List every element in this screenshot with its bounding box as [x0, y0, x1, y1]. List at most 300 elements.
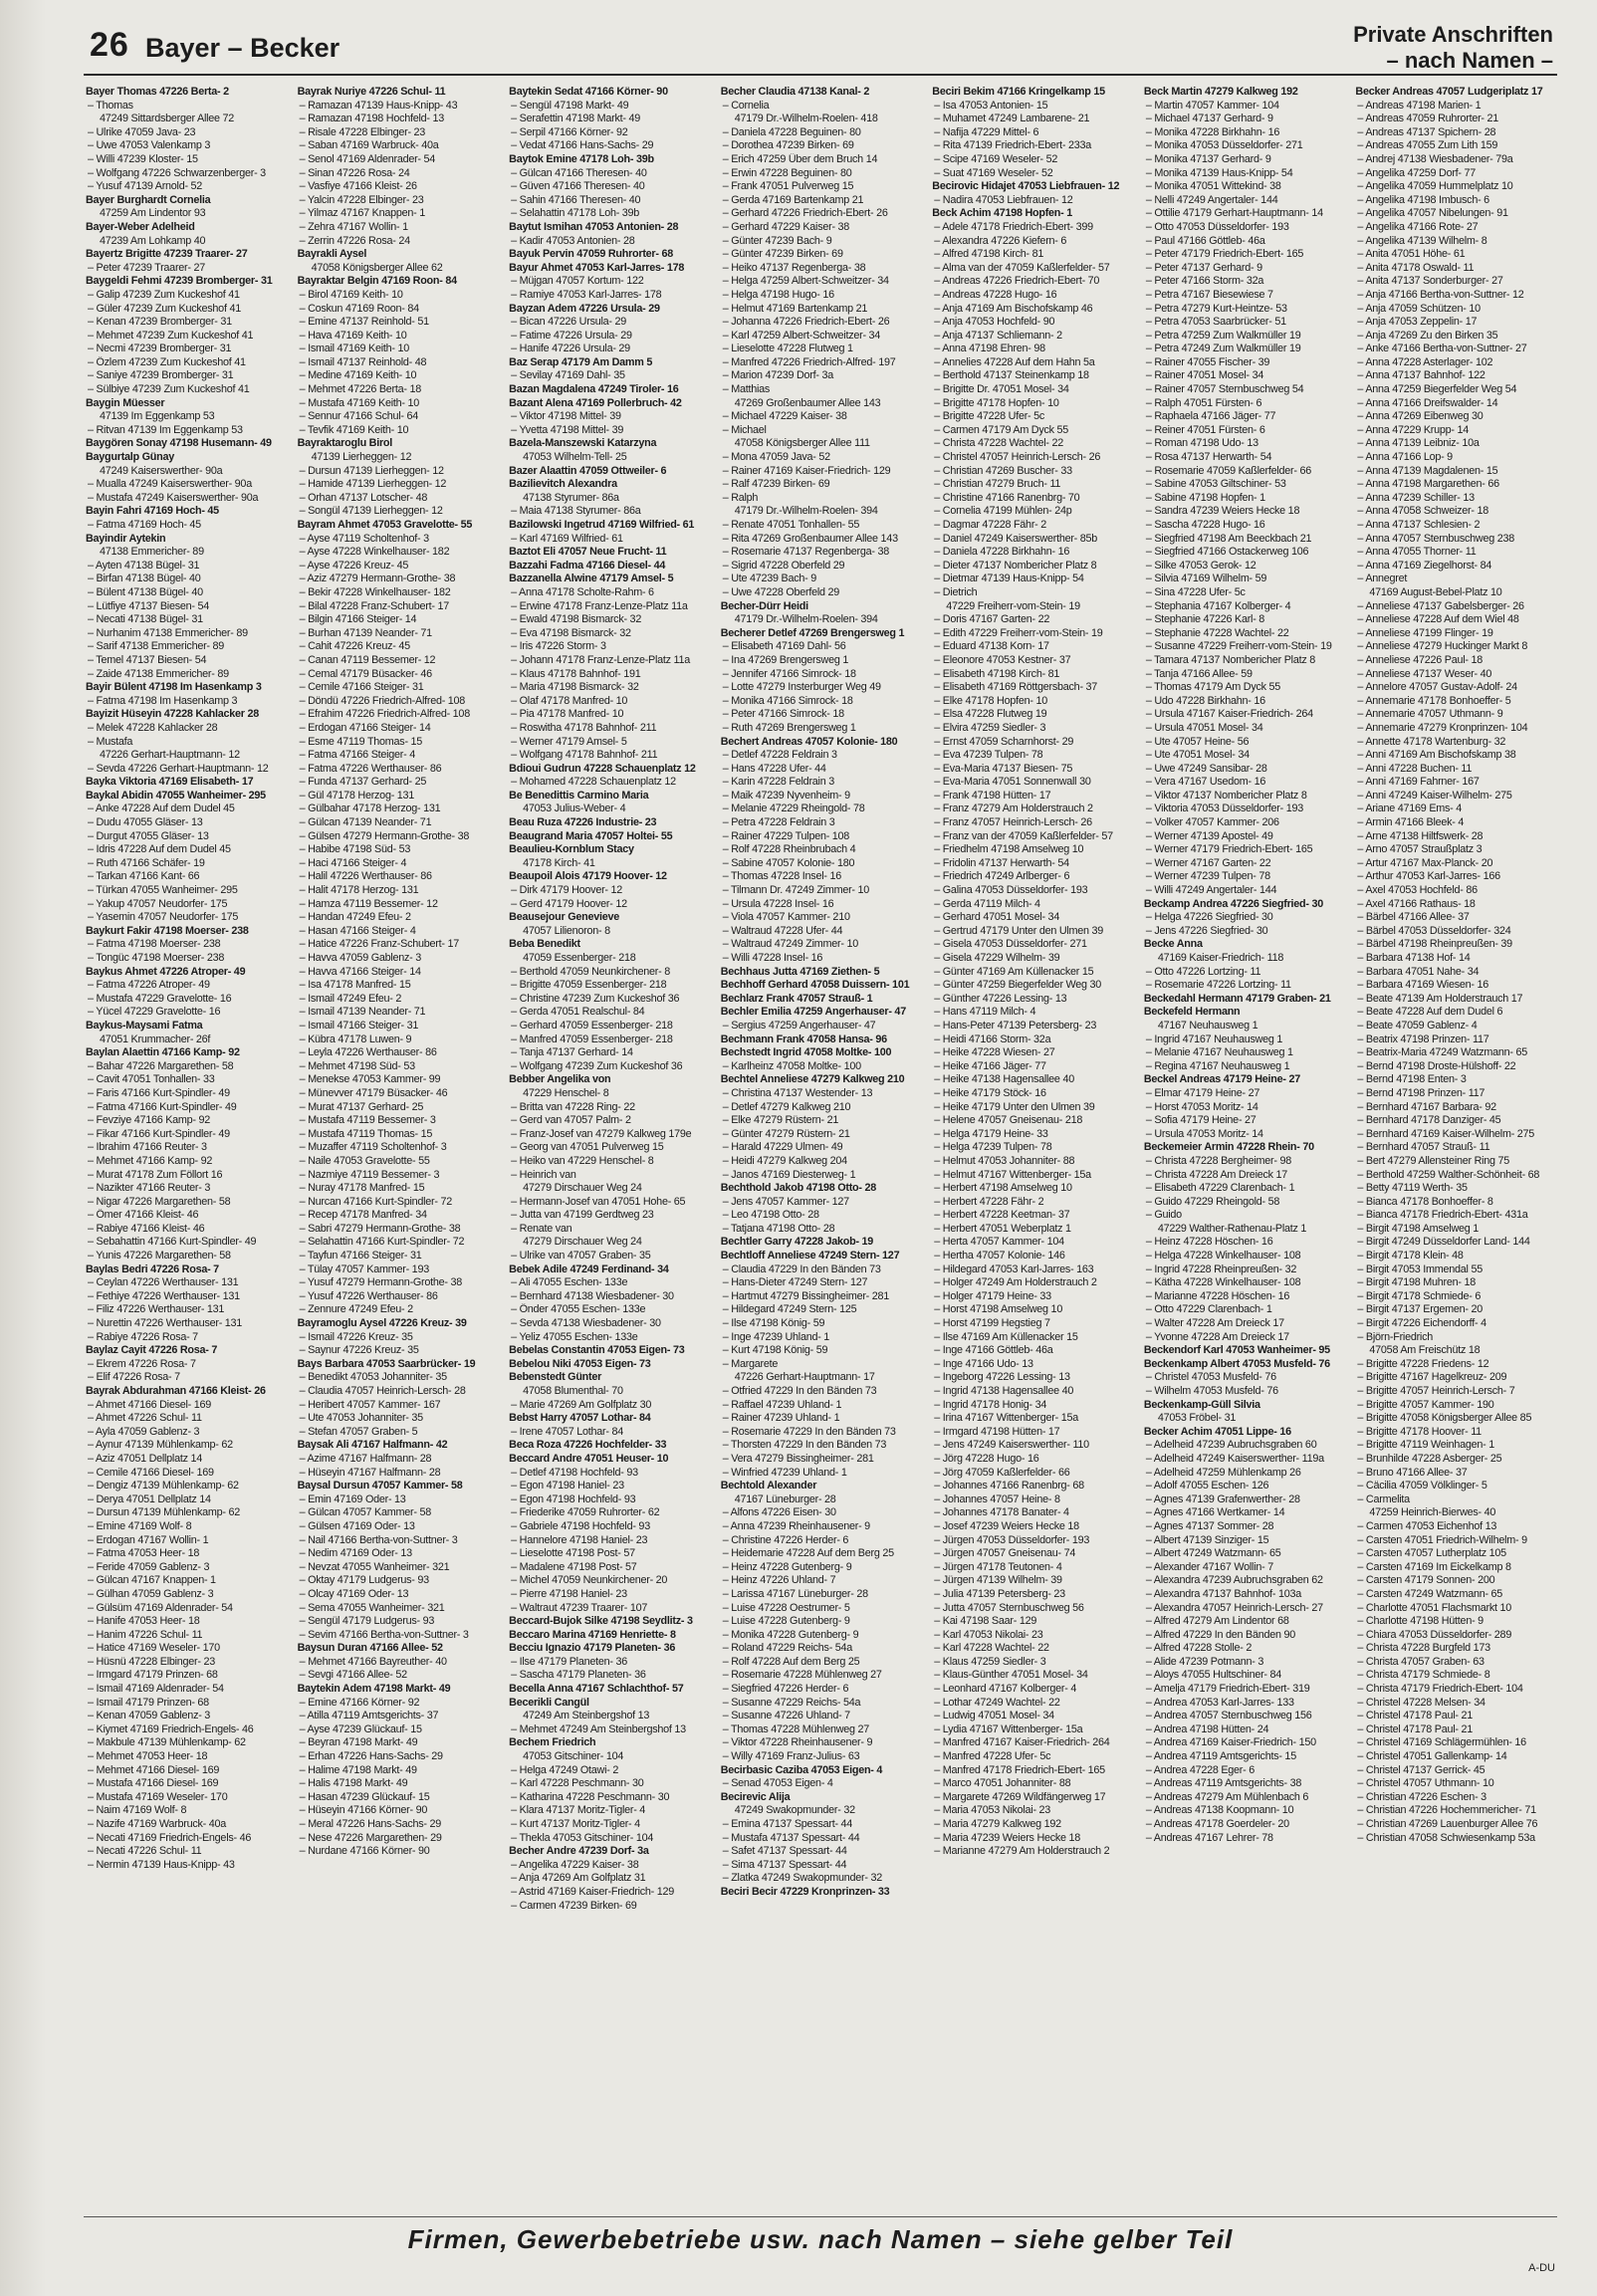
directory-entry: – Christina 47137 Westender- 13 — [722, 1086, 873, 1099]
directory-entry: – Michael 47229 Kaiser- 38 — [722, 410, 847, 423]
directory-entry: – Mehmet 47166 Bayreuther- 40 — [299, 1655, 447, 1668]
directory-entry: – Marion 47239 Dorf- 3a — [722, 369, 833, 382]
directory-entry: – Haci 47166 Steiger- 4 — [299, 856, 407, 869]
directory-entry: – Annemarie 47178 Bonhoeffer- 5 — [1357, 694, 1511, 707]
directory-entry: 47051 Krummacher- 26f — [100, 1033, 211, 1045]
directory-entry: – Armin 47166 Bleek- 4 — [1357, 816, 1465, 829]
directory-entry: – Rosemarie 47137 Regenberga- 38 — [722, 546, 889, 559]
directory-entry: – Ramazan 47139 Haus-Knipp- 43 — [299, 99, 458, 112]
directory-entry: – Mehmet 47166 Diesel- 169 — [88, 1763, 220, 1776]
directory-entry: Becciu Ignazio 47179 Planeten- 36 — [509, 1642, 676, 1655]
directory-entry: – Hatice 47226 Franz-Schubert- 17 — [299, 938, 459, 951]
directory-entry: – Heribert 47057 Kammer- 167 — [299, 1398, 441, 1411]
directory-entry: – Thomas 47179 Am Dyck 55 — [1145, 681, 1281, 694]
directory-entry: – Barbara 47169 Wiesen- 16 — [1357, 979, 1488, 992]
directory-entry: – Mehmet 47249 Am Steinbergshof 13 — [511, 1722, 686, 1735]
directory-entry: Beckedahl Hermann 47179 Graben- 21 — [1143, 992, 1331, 1005]
directory-entry: Bazzahi Fadma 47166 Diesel- 44 — [509, 559, 666, 572]
directory-entry: – Michel 47059 Neunkirchener- 20 — [511, 1574, 668, 1587]
directory-entry: 47259 Heinrich-Bierwes- 40 — [1369, 1506, 1496, 1519]
directory-entry: – Rainer 47057 Sternbuschweg 54 — [1145, 383, 1304, 396]
directory-entry: – Zehra 47167 Wollin- 1 — [299, 220, 408, 233]
directory-entry: – Ismail 47137 Reinhold- 48 — [299, 355, 427, 368]
directory-entry: – Bianca 47178 Bonhoeffer- 8 — [1357, 1195, 1493, 1208]
directory-entry: – Hartmut 47279 Bissingheimer- 281 — [722, 1289, 890, 1302]
directory-entry: – Melanie 47229 Rheingold- 78 — [722, 803, 865, 815]
directory-entry: – Franz-Josef van 47279 Kalkweg 179e — [511, 1127, 692, 1140]
directory-entry: – Margarete — [722, 1357, 779, 1370]
directory-entry: – Olcay 47169 Oder- 13 — [299, 1587, 409, 1600]
directory-entry: – Anita 47178 Oswald- 11 — [1357, 261, 1475, 274]
directory-entry: – Anna 47166 Lop- 9 — [1357, 451, 1453, 464]
directory-entry: Baykus-Maysami Fatma — [86, 1019, 203, 1032]
directory-entry: Bechert Andreas 47057 Kolonie- 180 — [720, 735, 898, 748]
directory-entry: Bebber Angelika von — [509, 1073, 611, 1086]
directory-entry: – Helmut 47167 Wittenberger- 15a — [934, 1168, 1091, 1181]
directory-entry: – Frank 47198 Hütten- 17 — [934, 789, 1051, 802]
directory-entry: 47058 Königsberger Allee 62 — [311, 261, 443, 274]
directory-entry: 47226 Gerhart-Hauptmann- 17 — [734, 1371, 875, 1384]
directory-entry: – Franz 47279 Am Holderstrauch 2 — [934, 803, 1093, 815]
directory-entry: Bayrakli Aysel — [297, 248, 367, 261]
directory-entry: – Halis 47198 Markt- 49 — [299, 1777, 408, 1790]
directory-entry: Bazilievitch Alexandra — [509, 478, 617, 491]
directory-entry: – Alexandra 47239 Aubruchsgraben 62 — [1145, 1574, 1323, 1587]
directory-entry: – Helga 47259 Albert-Schweitzer- 34 — [722, 275, 889, 288]
directory-entry: – Wilhelm 47053 Musfeld- 76 — [1145, 1385, 1278, 1397]
directory-entry: 47169 Kaiser-Friedrich- 118 — [1157, 952, 1284, 964]
directory-entry: – Georg van 47051 Pulverweg 15 — [511, 1141, 664, 1154]
directory-entry: 47169 August-Bebel-Platz 10 — [1369, 585, 1502, 598]
directory-entry: – Sabri 47279 Hermann-Grothe- 38 — [299, 1222, 461, 1235]
directory-entry: – Naim 47169 Wolf- 8 — [88, 1804, 187, 1817]
directory-entry: – Hasan 47239 Glückauf- 15 — [299, 1790, 430, 1803]
directory-entry: – Muzaffer 47119 Scholtenhof- 3 — [299, 1141, 447, 1154]
directory-entry: – Helmut 47169 Bartenkamp 21 — [722, 302, 868, 315]
directory-entry: – Christian 47279 Bruch- 11 — [934, 478, 1061, 491]
directory-entry: – Heidi 47279 Kalkweg 204 — [722, 1154, 847, 1167]
directory-entry: – Andrea 47057 Sternbuschweg 156 — [1145, 1710, 1312, 1722]
directory-entry: 47279 Dirschauer Weg 24 — [523, 1236, 642, 1249]
directory-entry: – Sascha 47228 Hugo- 16 — [1145, 519, 1265, 531]
directory-entry: – Günter 47279 Rüstern- 21 — [722, 1127, 850, 1140]
directory-entry: – Charlotte 47051 Flachsmarkt 10 — [1357, 1601, 1512, 1614]
directory-entry: – Yusuf 47139 Arnold- 52 — [88, 180, 203, 193]
directory-entry: – Christian 47226 Hochemmericher- 71 — [1357, 1804, 1536, 1817]
directory-entry: – Fatma 47226 Atroper- 49 — [88, 979, 210, 992]
directory-entry: – Bernd 47198 Enten- 3 — [1357, 1073, 1467, 1086]
directory-entry: – Angelika 47166 Rote- 27 — [1357, 220, 1479, 233]
directory-entry: – Aloys 47055 Hultschiner- 84 — [1145, 1669, 1282, 1682]
directory-entry: – Mustafa 47249 Kaiserswerther- 90a — [88, 491, 259, 504]
directory-entry: – Arno 47057 Straußplatz 3 — [1357, 843, 1483, 856]
directory-entry: – Alma van der 47059 Kaßlerfelder- 57 — [934, 261, 1110, 274]
directory-entry: – Heike 47179 Unter den Ulmen 39 — [934, 1100, 1095, 1113]
directory-entry: – Brigitte 47228 Friedens- 12 — [1357, 1357, 1489, 1370]
directory-entry: Baykus Ahmet 47226 Atroper- 49 — [86, 965, 246, 978]
directory-entry: – Ingrid 47178 Honig- 34 — [934, 1398, 1047, 1411]
directory-entry: Bechhoff Gerhard 47058 Duissern- 101 — [720, 979, 910, 992]
directory-entry: Becher-Dürr Heidi — [720, 599, 808, 612]
directory-entry: 47179 Dr.-Wilhelm-Roelen- 394 — [734, 505, 878, 518]
directory-entry: – Faris 47166 Kurt-Spindler- 49 — [88, 1086, 230, 1099]
directory-entry: – Bärbel 47053 Düsseldorfer- 324 — [1357, 924, 1511, 937]
directory-entry: – Horst 47198 Amselweg 10 — [934, 1303, 1063, 1316]
directory-entry: – Johannes 47166 Ranenbrg- 68 — [934, 1480, 1084, 1492]
directory-entry: – Elisabeth 47169 Dahl- 56 — [722, 640, 846, 653]
directory-entry: – Anni 47169 Am Bischofskamp 38 — [1357, 749, 1516, 762]
directory-entry: – Josef 47239 Weiers Hecke 18 — [934, 1519, 1079, 1532]
directory-entry: – Christel 47057 Uthmann- 10 — [1357, 1777, 1494, 1790]
directory-entry: – Andrea 47053 Karl-Jarres- 133 — [1145, 1696, 1294, 1709]
directory-entry: – Elisabeth 47198 Kirch- 81 — [934, 667, 1060, 680]
directory-entry: Bayraktaroglu Birol — [297, 437, 393, 450]
directory-entry: – Heike 47228 Wiesen- 27 — [934, 1046, 1055, 1059]
directory-entry: – Bülent 47138 Bügel- 40 — [88, 585, 203, 598]
directory-entry: – Andreas 47137 Spichern- 28 — [1357, 125, 1496, 138]
directory-entry: – Mohamed 47228 Schauenplatz 12 — [511, 776, 676, 789]
directory-entry: – Beate 47059 Gablenz- 4 — [1357, 1019, 1478, 1032]
directory-entry: – Christel 47178 Paul- 21 — [1357, 1722, 1474, 1735]
directory-entry: – Andreas 47279 Am Mühlenbach 6 — [1145, 1790, 1309, 1803]
directory-entry: – Bert 47279 Allensteiner Ring 75 — [1357, 1154, 1510, 1167]
directory-column-4 — [721, 86, 925, 2196]
directory-entry: – Sevda 47226 Gerhart-Hauptmann- 12 — [88, 762, 269, 775]
directory-entry: – Sergius 47259 Angerhauser- 47 — [722, 1019, 876, 1032]
directory-entry: – Heiko 47137 Regenberga- 38 — [722, 261, 866, 274]
directory-entry: 47138 Emmericher- 89 — [100, 546, 204, 559]
directory-entry: – Ayse 47226 Kreuz- 45 — [299, 559, 409, 572]
directory-entry: – Johanna 47226 Friedrich-Ebert- 26 — [722, 316, 890, 329]
directory-entry: – Coskun 47169 Roon- 84 — [299, 302, 419, 315]
directory-entry: Baytok Emine 47178 Loh- 39b — [509, 152, 654, 165]
directory-entry: 47179 Dr.-Wilhelm-Roelen- 394 — [734, 613, 878, 626]
directory-entry: – Adelheid 47259 Mühlenkamp 26 — [1145, 1466, 1301, 1479]
directory-entry: – Carsten 47051 Friedrich-Wilhelm- 9 — [1357, 1533, 1527, 1546]
directory-entry: – Gülbahar 47178 Herzog- 131 — [299, 803, 441, 815]
directory-entry: – Doris 47167 Garten- 22 — [934, 613, 1050, 626]
directory-entry: – Brigitte 47167 Hagelkreuz- 209 — [1357, 1371, 1507, 1384]
directory-entry: 47229 Freiherr-vom-Stein- 19 — [946, 599, 1080, 612]
directory-column-2 — [298, 86, 502, 2196]
directory-entry: – Rolf 47228 Rheinbrubach 4 — [722, 843, 856, 856]
directory-entry: – Kübra 47178 Luwen- 9 — [299, 1033, 412, 1045]
directory-entry: – Suat 47169 Weseler- 52 — [934, 166, 1053, 179]
directory-entry: 47053 Wilhelm-Tell- 25 — [523, 451, 627, 464]
directory-entry: Beba Benedikt — [509, 938, 580, 951]
directory-entry: – Andrea 47119 Amtsgerichts- 15 — [1145, 1750, 1296, 1763]
directory-entry: – Ismail 47249 Efeu- 2 — [299, 992, 402, 1005]
directory-entry: – Karl 47169 Wilfried- 61 — [511, 532, 623, 545]
directory-entry: – Hanim 47226 Schul- 11 — [88, 1628, 203, 1641]
directory-entry: Bechtloff Anneliese 47249 Stern- 127 — [720, 1250, 900, 1263]
directory-entry: – Güler 47239 Zum Kuckeshof 41 — [88, 302, 241, 315]
directory-entry: – Tanja 47166 Allee- 59 — [1145, 667, 1253, 680]
directory-entry: – Birgit 47053 Immendal 55 — [1357, 1263, 1483, 1275]
directory-entry: – Guido 47229 Rheingold- 58 — [1145, 1195, 1280, 1208]
directory-entry: – Halil 47226 Werthauser- 86 — [299, 870, 432, 883]
directory-entry: – Agnes 47137 Sommer- 28 — [1145, 1519, 1274, 1532]
directory-entry: – Havva 47166 Steiger- 14 — [299, 965, 421, 978]
directory-entry: – Betty 47119 Werth- 35 — [1357, 1182, 1468, 1195]
footer-notice: Firmen, Gewerbebetriebe usw. nach Namen – siehe gelber Teil — [407, 2224, 1234, 2254]
directory-entry: – Erich 47259 Über dem Bruch 14 — [722, 152, 878, 165]
directory-entry: – Rainer 47239 Uhland- 1 — [722, 1412, 840, 1425]
directory-entry: – Christel 47053 Musfeld- 76 — [1145, 1371, 1276, 1384]
directory-entry: – Ahmet 47166 Diesel- 169 — [88, 1398, 211, 1411]
directory-entry: – Birgit 47198 Amselweg 1 — [1357, 1222, 1480, 1235]
directory-entry: – Güven 47166 Theresen- 40 — [511, 180, 645, 193]
directory-entry: – Thomas 47228 Insel- 16 — [722, 870, 841, 883]
directory-entry: – Paul 47166 Göttleb- 46a — [1145, 234, 1265, 247]
directory-entry: – Birgit 47178 Schmiede- 6 — [1357, 1289, 1482, 1302]
directory-entry: – Alexander 47167 Wollin- 7 — [1145, 1560, 1273, 1573]
directory-entry: Bazer Alaattin 47059 Ottweiler- 6 — [509, 464, 667, 477]
directory-entry: – Fatime 47226 Ursula- 29 — [511, 329, 632, 342]
directory-entry: – Anneliese 47226 Paul- 18 — [1357, 653, 1483, 666]
directory-entry: – Gerhard 47059 Essenberger- 218 — [511, 1019, 673, 1032]
directory-entry: – Mustafa 47169 Weseler- 170 — [88, 1790, 228, 1803]
directory-entry: – Bianca 47178 Friedrich-Ebert- 431a — [1357, 1209, 1528, 1222]
directory-entry: – Holger 47179 Heine- 33 — [934, 1289, 1051, 1302]
directory-entry: – Sengül 47179 Ludgerus- 93 — [299, 1615, 435, 1628]
directory-entry: – Lieselotte 47228 Flutweg 1 — [722, 343, 853, 355]
directory-entry: – Alide 47239 Potmann- 3 — [1145, 1655, 1264, 1668]
directory-entry: 47249 Swakopmunder- 32 — [734, 1804, 855, 1817]
directory-entry: – Otto 47226 Lortzing- 11 — [1145, 965, 1261, 978]
directory-entry: – Klara 47137 Moritz-Tigler- 4 — [511, 1804, 646, 1817]
directory-entry: – Christel 47178 Paul- 21 — [1357, 1710, 1474, 1722]
directory-entry: – Olaf 47178 Manfred- 10 — [511, 694, 628, 707]
directory-entry: – Ute 47051 Mosel- 34 — [1145, 749, 1250, 762]
directory-entry: – Helene 47057 Gneisenau- 218 — [934, 1114, 1083, 1127]
directory-entry: – Dorothea 47239 Birken- 69 — [722, 139, 854, 152]
directory-entry: – Beate 47228 Auf dem Dudel 6 — [1357, 1006, 1503, 1019]
directory-entry: Bayer-Weber Adelheid — [86, 220, 195, 233]
directory-entry: – Viola 47057 Kammer- 210 — [722, 911, 850, 924]
directory-entry: – Monika 47051 Wittekind- 38 — [1145, 180, 1281, 193]
directory-entry: – Volker 47057 Kammer- 206 — [1145, 816, 1279, 829]
directory-entry: – Eva-Maria 47051 Sonnenwall 30 — [934, 776, 1091, 789]
directory-entry: – Elif 47226 Rosa- 7 — [88, 1371, 180, 1384]
directory-entry: – Gerda 47051 Realschul- 84 — [511, 1006, 645, 1019]
directory-entry: – Anke 47166 Bertha-von-Suttner- 27 — [1357, 343, 1527, 355]
directory-entry: – Bahar 47226 Margarethen- 58 — [88, 1059, 234, 1072]
directory-entry: – Fridolin 47137 Herwarth- 54 — [934, 856, 1069, 869]
directory-entry: – Otto 47053 Düsseldorfer- 193 — [1145, 220, 1289, 233]
directory-entry: Be Benedittis Carmino Maria — [509, 789, 649, 802]
directory-entry: – Ismail 47169 Aldenrader- 54 — [88, 1683, 224, 1696]
directory-entry: – Karl 47228 Wachtel- 22 — [934, 1642, 1049, 1655]
directory-entry: – Christel 47051 Gallenkamp- 14 — [1357, 1750, 1507, 1763]
directory-entry: – Anneliese 47137 Gabelsberger- 26 — [1357, 599, 1524, 612]
directory-entry: – Dudu 47055 Gläser- 13 — [88, 816, 203, 829]
directory-entry: – Nurettin 47226 Werthauser- 131 — [88, 1317, 243, 1330]
directory-entry: – Carmen 47179 Am Dyck 55 — [934, 423, 1069, 436]
directory-entry: – Willi 47228 Insel- 16 — [722, 952, 823, 964]
directory-entry: – Christian 47269 Lauenburger Allee 76 — [1357, 1818, 1538, 1830]
directory-entry: – Jens 47057 Kammer- 127 — [722, 1195, 849, 1208]
directory-entry: – Rainer 47169 Kaiser-Friedrich- 129 — [722, 464, 891, 477]
directory-entry: – Tarkan 47166 Kant- 66 — [88, 870, 200, 883]
directory-entry: Baytekin Adem 47198 Markt- 49 — [297, 1683, 451, 1696]
directory-entry: – Brigitte 47119 Weinhagen- 1 — [1357, 1439, 1495, 1452]
directory-entry: – Bärbel 47198 Rheinpreußen- 39 — [1357, 938, 1512, 951]
directory-entry: Bayur Ahmet 47053 Karl-Jarres- 178 — [509, 261, 685, 274]
directory-entry: – Annelore 47057 Gustav-Adolf- 24 — [1357, 681, 1517, 694]
directory-entry: – Uwe 47249 Sansibar- 28 — [1145, 762, 1267, 775]
directory-entry: – Mustafa 47229 Gravelotte- 16 — [88, 992, 232, 1005]
directory-entry: – Irmgard 47179 Prinzen- 68 — [88, 1669, 218, 1682]
directory-entry: – Ute 47239 Bach- 9 — [722, 573, 816, 585]
directory-entry: – Dengiz 47139 Mühlenkamp- 62 — [88, 1480, 239, 1492]
directory-entry: – Monika 47228 Gutenberg- 9 — [722, 1628, 859, 1641]
directory-entry: – Elke 47279 Rüstern- 21 — [722, 1114, 839, 1127]
directory-entry: – Gabriele 47198 Hochfeld- 93 — [511, 1519, 650, 1532]
directory-column-7 — [1355, 86, 1559, 2196]
directory-entry: 47239 Am Lohkamp 40 — [100, 234, 206, 247]
directory-entry: – Necati 47226 Schul- 11 — [88, 1845, 202, 1858]
directory-entry: – Petra 47228 Feldrain 3 — [722, 816, 835, 829]
directory-entry: – Agnes 47166 Wertkamer- 14 — [1145, 1506, 1285, 1519]
page-number: 26 — [90, 26, 129, 64]
directory-entry: – Jutta van 47199 Gerdtweg 23 — [511, 1209, 654, 1222]
directory-entry: – Adelheid 47249 Kaiserswerther- 119a — [1145, 1452, 1324, 1465]
directory-entry: – Angelika 47139 Wilhelm- 8 — [1357, 234, 1487, 247]
directory-entry: – Anneliese 47279 Huckinger Markt 8 — [1357, 640, 1528, 653]
directory-entry: – Anna 47198 Margarethen- 66 — [1357, 478, 1499, 491]
directory-entry: – Ayla 47059 Gablenz- 3 — [88, 1425, 200, 1438]
directory-entry: – Silke 47053 Gerok- 12 — [1145, 559, 1256, 572]
directory-entry: – Hertha 47057 Kolonie- 146 — [934, 1250, 1065, 1263]
directory-entry: – Hava 47169 Keith- 10 — [299, 329, 407, 342]
directory-entry: – Monika 47166 Simrock- 18 — [722, 694, 853, 707]
directory-entry: – Hans 47228 Ufer- 44 — [722, 762, 826, 775]
directory-entry: – Zennure 47249 Efeu- 2 — [299, 1303, 413, 1316]
directory-entry: – Serpil 47166 Körner- 92 — [511, 125, 628, 138]
directory-column-1 — [86, 86, 290, 2196]
directory-entry: – Bernd 47198 Droste-Hülshoff- 22 — [1357, 1059, 1516, 1072]
directory-entry: – Anna 47057 Sternbuschweg 238 — [1357, 532, 1515, 545]
directory-entry: – Ursula 47228 Insel- 16 — [722, 897, 834, 910]
directory-entry: – Stephanie 47226 Karl- 8 — [1145, 613, 1265, 626]
directory-entry: – Ekrem 47226 Rosa- 7 — [88, 1357, 196, 1370]
directory-entry: – Uwe 47228 Oberfeld 29 — [722, 585, 839, 598]
directory-entry: – Werner 47179 Amsel- 5 — [511, 735, 627, 748]
directory-entry: – Heinz 47228 Gutenberg- 9 — [722, 1560, 852, 1573]
directory-entry: – Marie 47269 Am Golfplatz 30 — [511, 1398, 652, 1411]
directory-entry: – Ömer 47166 Kleist- 46 — [88, 1209, 199, 1222]
directory-entry: Becker Andreas 47057 Ludgeriplatz 17 — [1355, 86, 1543, 98]
directory-entry: Bayir Bülent 47198 Im Hasenkamp 3 — [86, 681, 262, 694]
directory-entry: 47249 Am Steinbergshof 13 — [523, 1710, 650, 1722]
directory-entry: Bazzanella Alwine 47179 Amsel- 5 — [509, 573, 674, 585]
directory-entry: – Makbule 47139 Mühlenkamp- 62 — [88, 1736, 246, 1749]
directory-entry: – Nese 47226 Margarethen- 29 — [299, 1831, 442, 1844]
directory-entry: Baytekin Sedat 47166 Körner- 90 — [509, 86, 668, 98]
directory-entry: – Alfred 47229 In den Bänden 90 — [1145, 1628, 1295, 1641]
directory-entry: 47179 Dr.-Wilhelm-Roelen- 418 — [734, 113, 878, 125]
directory-entry: – Heinrich van — [511, 1168, 576, 1181]
directory-entry: – Cornelia — [722, 99, 770, 112]
directory-entry: – Peter 47137 Gerhard- 9 — [1145, 261, 1262, 274]
directory-entry: Bebenstedt Günter — [509, 1371, 602, 1384]
directory-entry: – Tatjana 47198 Otto- 28 — [722, 1222, 835, 1235]
directory-entry: – Döndü 47226 Friedrich-Alfred- 108 — [299, 694, 466, 707]
directory-entry: – Klaus 47178 Bahnhof- 191 — [511, 667, 641, 680]
directory-entry: – Heike 47179 Stöck- 16 — [934, 1086, 1046, 1099]
directory-entry: Baygurtalp Günay — [86, 451, 174, 464]
directory-entry: – Rainer 47051 Mosel- 34 — [1145, 369, 1264, 382]
directory-entry: – Hildegard 47053 Karl-Jarres- 163 — [934, 1263, 1094, 1275]
directory-entry: – Anneliese 47137 Weser- 40 — [1357, 667, 1492, 680]
directory-entry: 47167 Neuhausweg 1 — [1157, 1019, 1258, 1032]
directory-entry: – Brigitte 47057 Heinrich-Lersch- 7 — [1357, 1385, 1515, 1397]
directory-entry: – Ilse 47198 König- 59 — [722, 1317, 825, 1330]
directory-entry: – Marianne 47279 Am Holderstrauch 2 — [934, 1845, 1110, 1858]
directory-entry: – Inge 47166 Udo- 13 — [934, 1357, 1033, 1370]
directory-entry: – Manfred 47167 Kaiser-Friedrich- 264 — [934, 1736, 1110, 1749]
directory-entry: – Eva-Maria 47137 Biesen- 75 — [934, 762, 1073, 775]
directory-entry: – Anna 47137 Bahnhof- 122 — [1357, 369, 1485, 382]
directory-entry: – Anna 47139 Leibniz- 10a — [1357, 437, 1480, 450]
directory-entry: – Christel 47057 Heinrich-Lersch- 26 — [934, 451, 1101, 464]
directory-entry: – Monika 47228 Birkhahn- 16 — [1145, 125, 1280, 138]
directory-entry: – Werner 47239 Tulpen- 78 — [1145, 870, 1270, 883]
directory-entry: – Ingeborg 47226 Lessing- 13 — [934, 1371, 1070, 1384]
directory-entry: – Elisabeth 47229 Clarenbach- 1 — [1145, 1182, 1295, 1195]
directory-entry: – Birgit 47249 Düsseldorfer Land- 144 — [1357, 1236, 1530, 1249]
directory-entry: – Münevver 47179 Büsacker- 46 — [299, 1086, 448, 1099]
directory-entry: – Andreas 47226 Friedrich-Ebert- 70 — [934, 275, 1100, 288]
section-label — [1353, 22, 1553, 74]
directory-entry: – Friederike 47059 Ruhrorter- 62 — [511, 1506, 660, 1519]
directory-entry: – Christa 47228 Wachtel- 22 — [934, 437, 1063, 450]
directory-entry: – Aynur 47139 Mühlenkamp- 62 — [88, 1439, 233, 1452]
directory-entry: – Nedim 47169 Oder- 13 — [299, 1547, 412, 1560]
directory-entry: 47167 Lüneburger- 28 — [734, 1492, 836, 1505]
directory-entry: – Ute 47057 Heine- 56 — [1145, 735, 1250, 748]
directory-entry: – Vasfiye 47166 Kleist- 26 — [299, 180, 417, 193]
directory-entry: – Christine 47226 Herder- 6 — [722, 1533, 849, 1546]
directory-entry: – Annette 47178 Wartenburg- 32 — [1357, 735, 1506, 748]
directory-entry: – Esme 47119 Thomas- 15 — [299, 735, 423, 748]
directory-entry: – Reiner 47051 Fürsten- 6 — [1145, 423, 1265, 436]
directory-entry: – Lotte 47279 Insterburger Weg 49 — [722, 681, 881, 694]
directory-entry: – Anja 47269 Am Golfplatz 31 — [511, 1872, 646, 1885]
directory-entry: – Elmar 47179 Heine- 27 — [1145, 1086, 1260, 1099]
directory-entry: – Maia 47138 Styrumer- 86a — [511, 505, 641, 518]
directory-entry: – Canan 47119 Bessemer- 12 — [299, 653, 436, 666]
directory-entry: – Inge 47166 Göttleb- 46a — [934, 1344, 1053, 1357]
directory-entry: – Brigitte 47178 Hoover- 11 — [1357, 1425, 1482, 1438]
directory-entry: – Nuray 47178 Manfred- 15 — [299, 1182, 425, 1195]
directory-entry: – Cemal 47179 Büsacker- 46 — [299, 667, 432, 680]
directory-entry: – Benedikt 47053 Johanniter- 35 — [299, 1371, 447, 1384]
directory-entry: – Horst 47053 Moritz- 14 — [1145, 1100, 1258, 1113]
directory-entry: – Heinz 47226 Uhland- 7 — [722, 1574, 836, 1587]
directory-entry: – Birgit 47198 Muhren- 18 — [1357, 1276, 1477, 1289]
directory-entry: – Susanne 47229 Freiherr-vom-Stein- 19 — [1145, 640, 1332, 653]
directory-entry: – Jennifer 47166 Simrock- 18 — [722, 667, 856, 680]
directory-entry: – Birgit 47226 Eichendorff- 4 — [1357, 1317, 1486, 1330]
directory-entry: Bayram Ahmet 47053 Gravelotte- 55 — [297, 519, 473, 531]
directory-entry: – Franz 47057 Heinrich-Lersch- 26 — [934, 816, 1092, 829]
directory-entry: – Cemile 47166 Steiger- 31 — [299, 681, 424, 694]
directory-entry: – Udo 47228 Birkhahn- 16 — [1145, 694, 1265, 707]
directory-entry: – Ingrid 47228 Rheinpreußen- 32 — [1145, 1263, 1297, 1275]
directory-entry: – Gülcan 47057 Kammer- 58 — [299, 1506, 431, 1519]
